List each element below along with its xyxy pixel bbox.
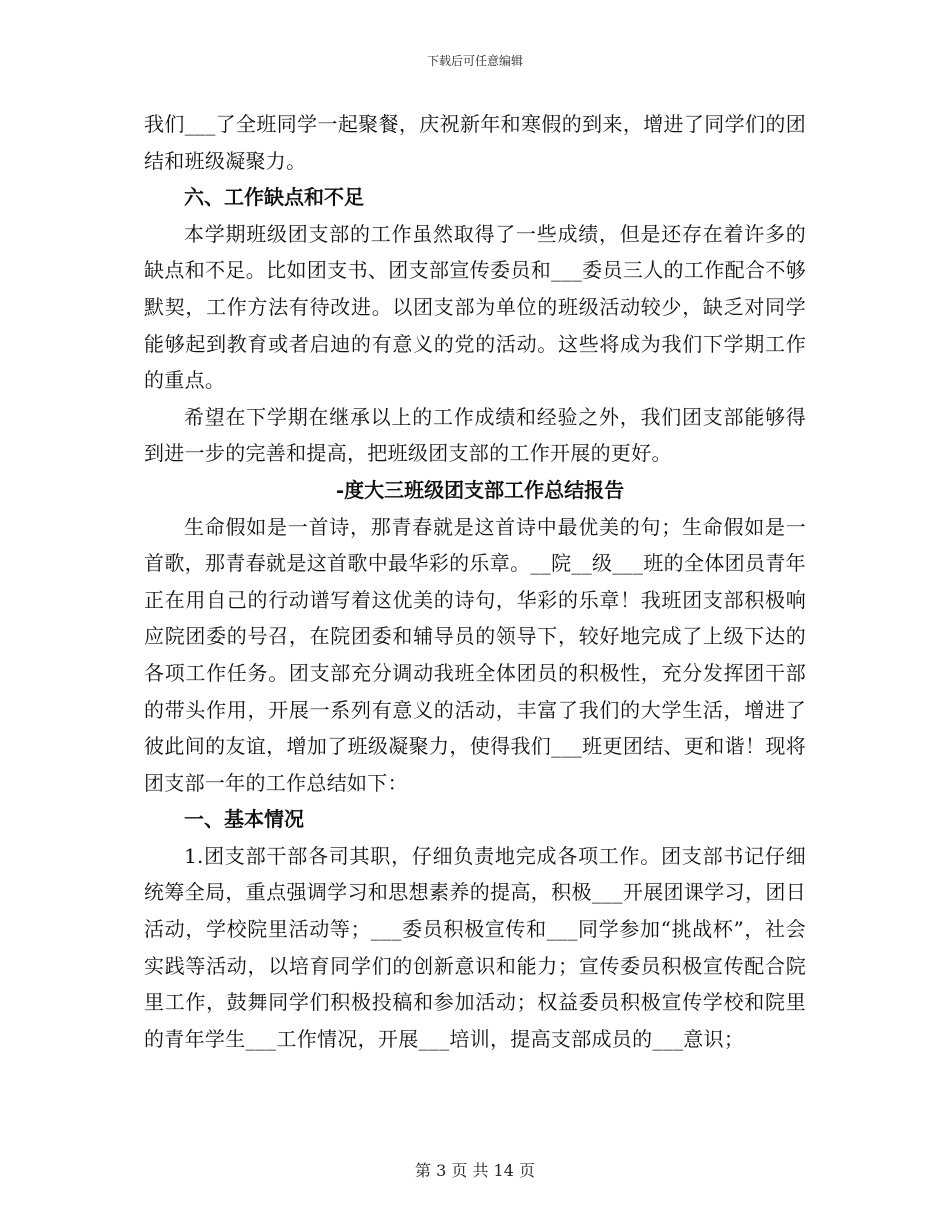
- page-number: 第 3 页 共 14 页: [415, 1161, 535, 1180]
- page-header: 下载后可任意编辑: [426, 54, 523, 68]
- shortcomings-paragraph: 本学期班级团支部的工作虽然取得了一些成绩，但是还存在着许多的缺点和不足。比如团支书、团支部宣传委员和___委员三人的工作配合不够默契，工作方法有待改进。以团支部为单位的班级活动较少，缺乏对同学能够起到教育或者启迪的有意义的党的活动。这些将成为我们下学期工作的重点。: [144, 221, 806, 393]
- continued-paragraph: 我们___了全班同学一起聚餐，庆祝新年和寒假的到来，增进了同学们的团结和班级凝聚力。: [144, 112, 806, 173]
- report-title: -度大三班级团支部工作总结报告: [335, 477, 625, 502]
- document-body: [144, 106, 806, 1057]
- intro-paragraph: 生命假如是一首诗，那青春就是这首诗中最优美的句；生命假如是一首歌，那青春就是这首歌中最华彩的乐章。__院__级___班的全体团员青年正在用自己的行动谱写着这优美的诗句，华彩的乐章！我班团支部积极响应院团委的号召，在院团委和辅导员的领导下，较好地完成了上级下达的各项工作任务。团支部充分调动我班全体团员的积极性，充分发挥团干部的带头作用，开展一系列有意义的活动，丰富了我们的大学生活，增进了彼此间的友谊，增加了班级凝聚力，使得我们___班更团结、更和谐！现将团支部一年的工作总结如下：: [144, 514, 806, 795]
- basic-situation-paragraph: 1.团支部干部各司其职，仔细负责地完成各项工作。团支部书记仔细统筹全局，重点强调学习和思想素养的提高，积极___开展团课学习，团日活动，学校院里活动等；___委员积极宣传和___同学参加“挑战杯”，社会实践等活动，以培育同学们的创新意识和能力；宣传委员积极宣传配合院里工作，鼓舞同学们积极投稿和参加活动；权益委员积极宣传学校和院里的青年学生___工作情况，开展___培训，提高支部成员的___意识；: [144, 843, 806, 1051]
- hope-paragraph: 希望在下学期在继承以上的工作成绩和经验之外，我们团支部能够得到进一步的完善和提高，把班级团支部的工作开展的更好。: [144, 404, 806, 466]
- section-heading-shortcomings: 六、工作缺点和不足: [184, 185, 364, 210]
- section-heading-basic: 一、基本情况: [184, 807, 304, 832]
